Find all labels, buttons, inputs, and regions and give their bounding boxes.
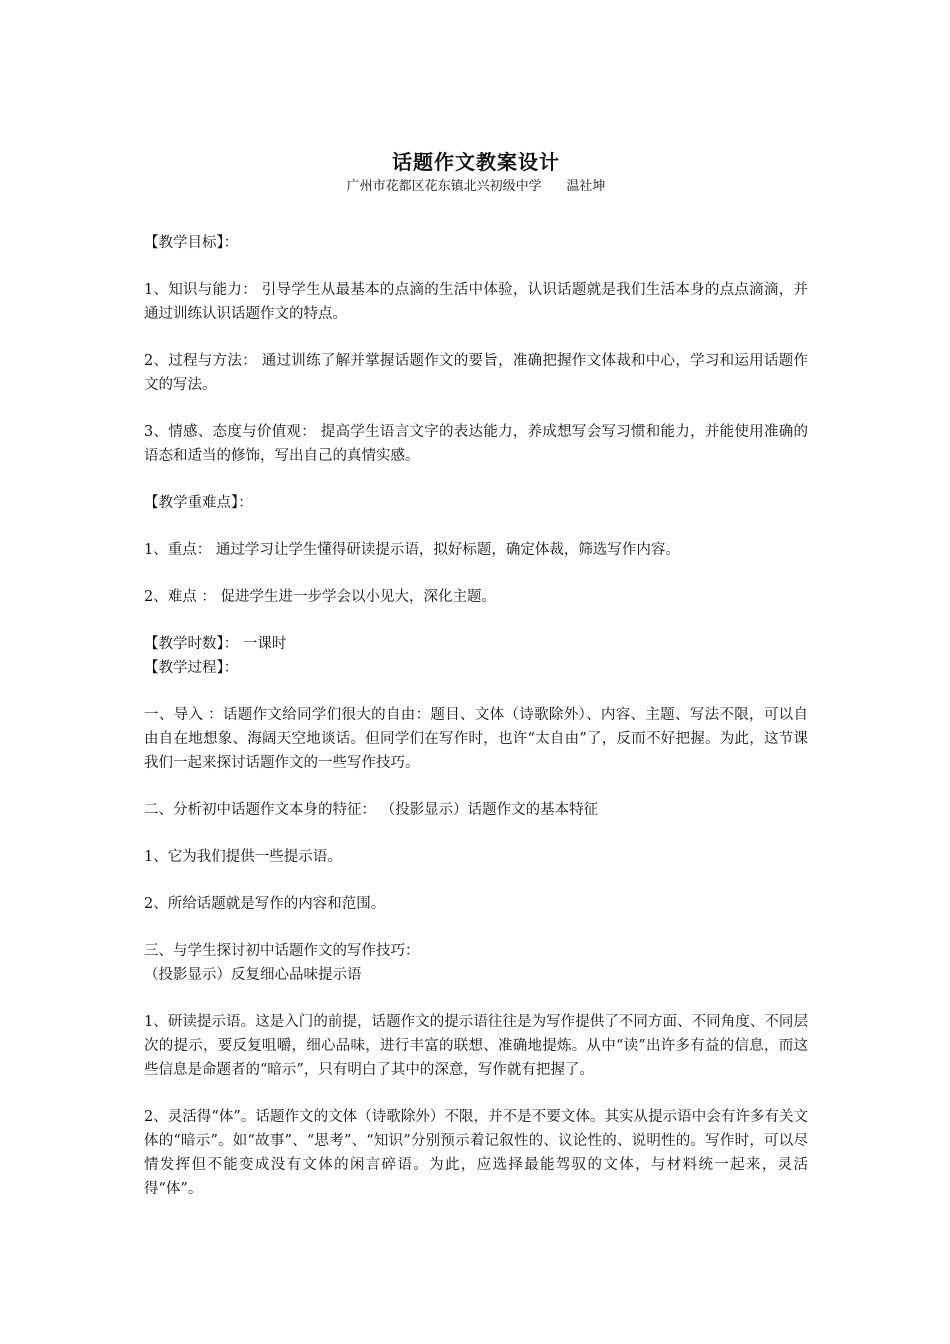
feature-item-1: 1、它为我们提供一些提示语。 <box>144 849 342 865</box>
skill-item-1: 1、研读提示语。这是入门的前提，话题作文的提示语往往是为写作提供了不同方面、不同角度、不同层次的提示，要反复咀嚼，细心品味，进行丰富的联想、准确地提炼。从中“读”出许多有益的信息，而这些信息是命题者的“暗示”，只有明白了其中的深意，写作就有把握了。 <box>144 1014 808 1078</box>
section-heading-key-points: 【教学重难点】： <box>144 495 253 511</box>
process-writing-skills: 三、与学生探讨初中话题作文的写作技巧： <box>144 943 420 959</box>
section-heading-objectives: 【教学目标】： <box>144 235 239 251</box>
document-title: 话题作文教案设计 <box>392 150 560 174</box>
objective-process: 2、过程与方法： 通过训练了解并掌握话题作文的要旨，准确把握作文体裁和中心，学习和运用话题作文的写法。 <box>144 353 808 393</box>
section-heading-process: 【教学过程】： <box>144 660 239 676</box>
projection-note: （投影显示）反复细心品味提示语 <box>144 967 362 983</box>
process-introduction: 一、导入 ：话题作文给同学们很大的自由：题目、文体（诗歌除外）、内容、主题、写法不限，可以自由自在地想象、海阔天空地谈话。但同学们在写作时，也许“太自由”了，反而不好把握。为此，这节课我们一起来探讨话题作文的一些写作技巧。 <box>144 707 808 771</box>
objective-knowledge: 1、知识与能力： 引导学生从最基本的点滴的生活中体验，认识话题就是我们生活本身的点点滴滴，并通过训练认识话题作文的特点。 <box>144 282 808 322</box>
objective-emotion: 3、情感、态度与价值观： 提高学生语言文字的表达能力，养成想写会写习惯和能力，并能使用准确的语态和适当的修饰，写出自己的真情实感。 <box>144 424 808 464</box>
difficult-point: 2、难点 ： 促进学生进一步学会以小见大，深化主题。 <box>144 589 496 605</box>
key-point: 1、重点： 通过学习让学生懂得研读提示语，拟好标题，确定体裁，筛选写作内容。 <box>144 542 680 558</box>
skill-item-2: 2、灵活得“体”。话题作文的文体（诗歌除外）不限，并不是不要文体。其实从提示语中会有许多有关文体的“暗示”。如“故事”、“思考”、“知识”分别预示着记叙性的、议论性的、说明性的。写作时，可以尽情发挥但不能变成没有文体的闲言碎语。为此，应选择最能驾驭的文体，与材料统一起来，灵活得“体”。 <box>144 1109 808 1197</box>
document-byline: 广州市花都区花东镇北兴初级中学 温社坤 <box>346 179 606 194</box>
document-page <box>144 148 808 1201</box>
process-feature-analysis: 二、分析初中话题作文本身的特征： （投影显示）话题作文的基本特征 <box>144 802 599 818</box>
section-heading-hours: 【教学时数】： 一课时 <box>144 636 287 652</box>
feature-item-2: 2、所给话题就是写作的内容和范围。 <box>144 896 386 912</box>
